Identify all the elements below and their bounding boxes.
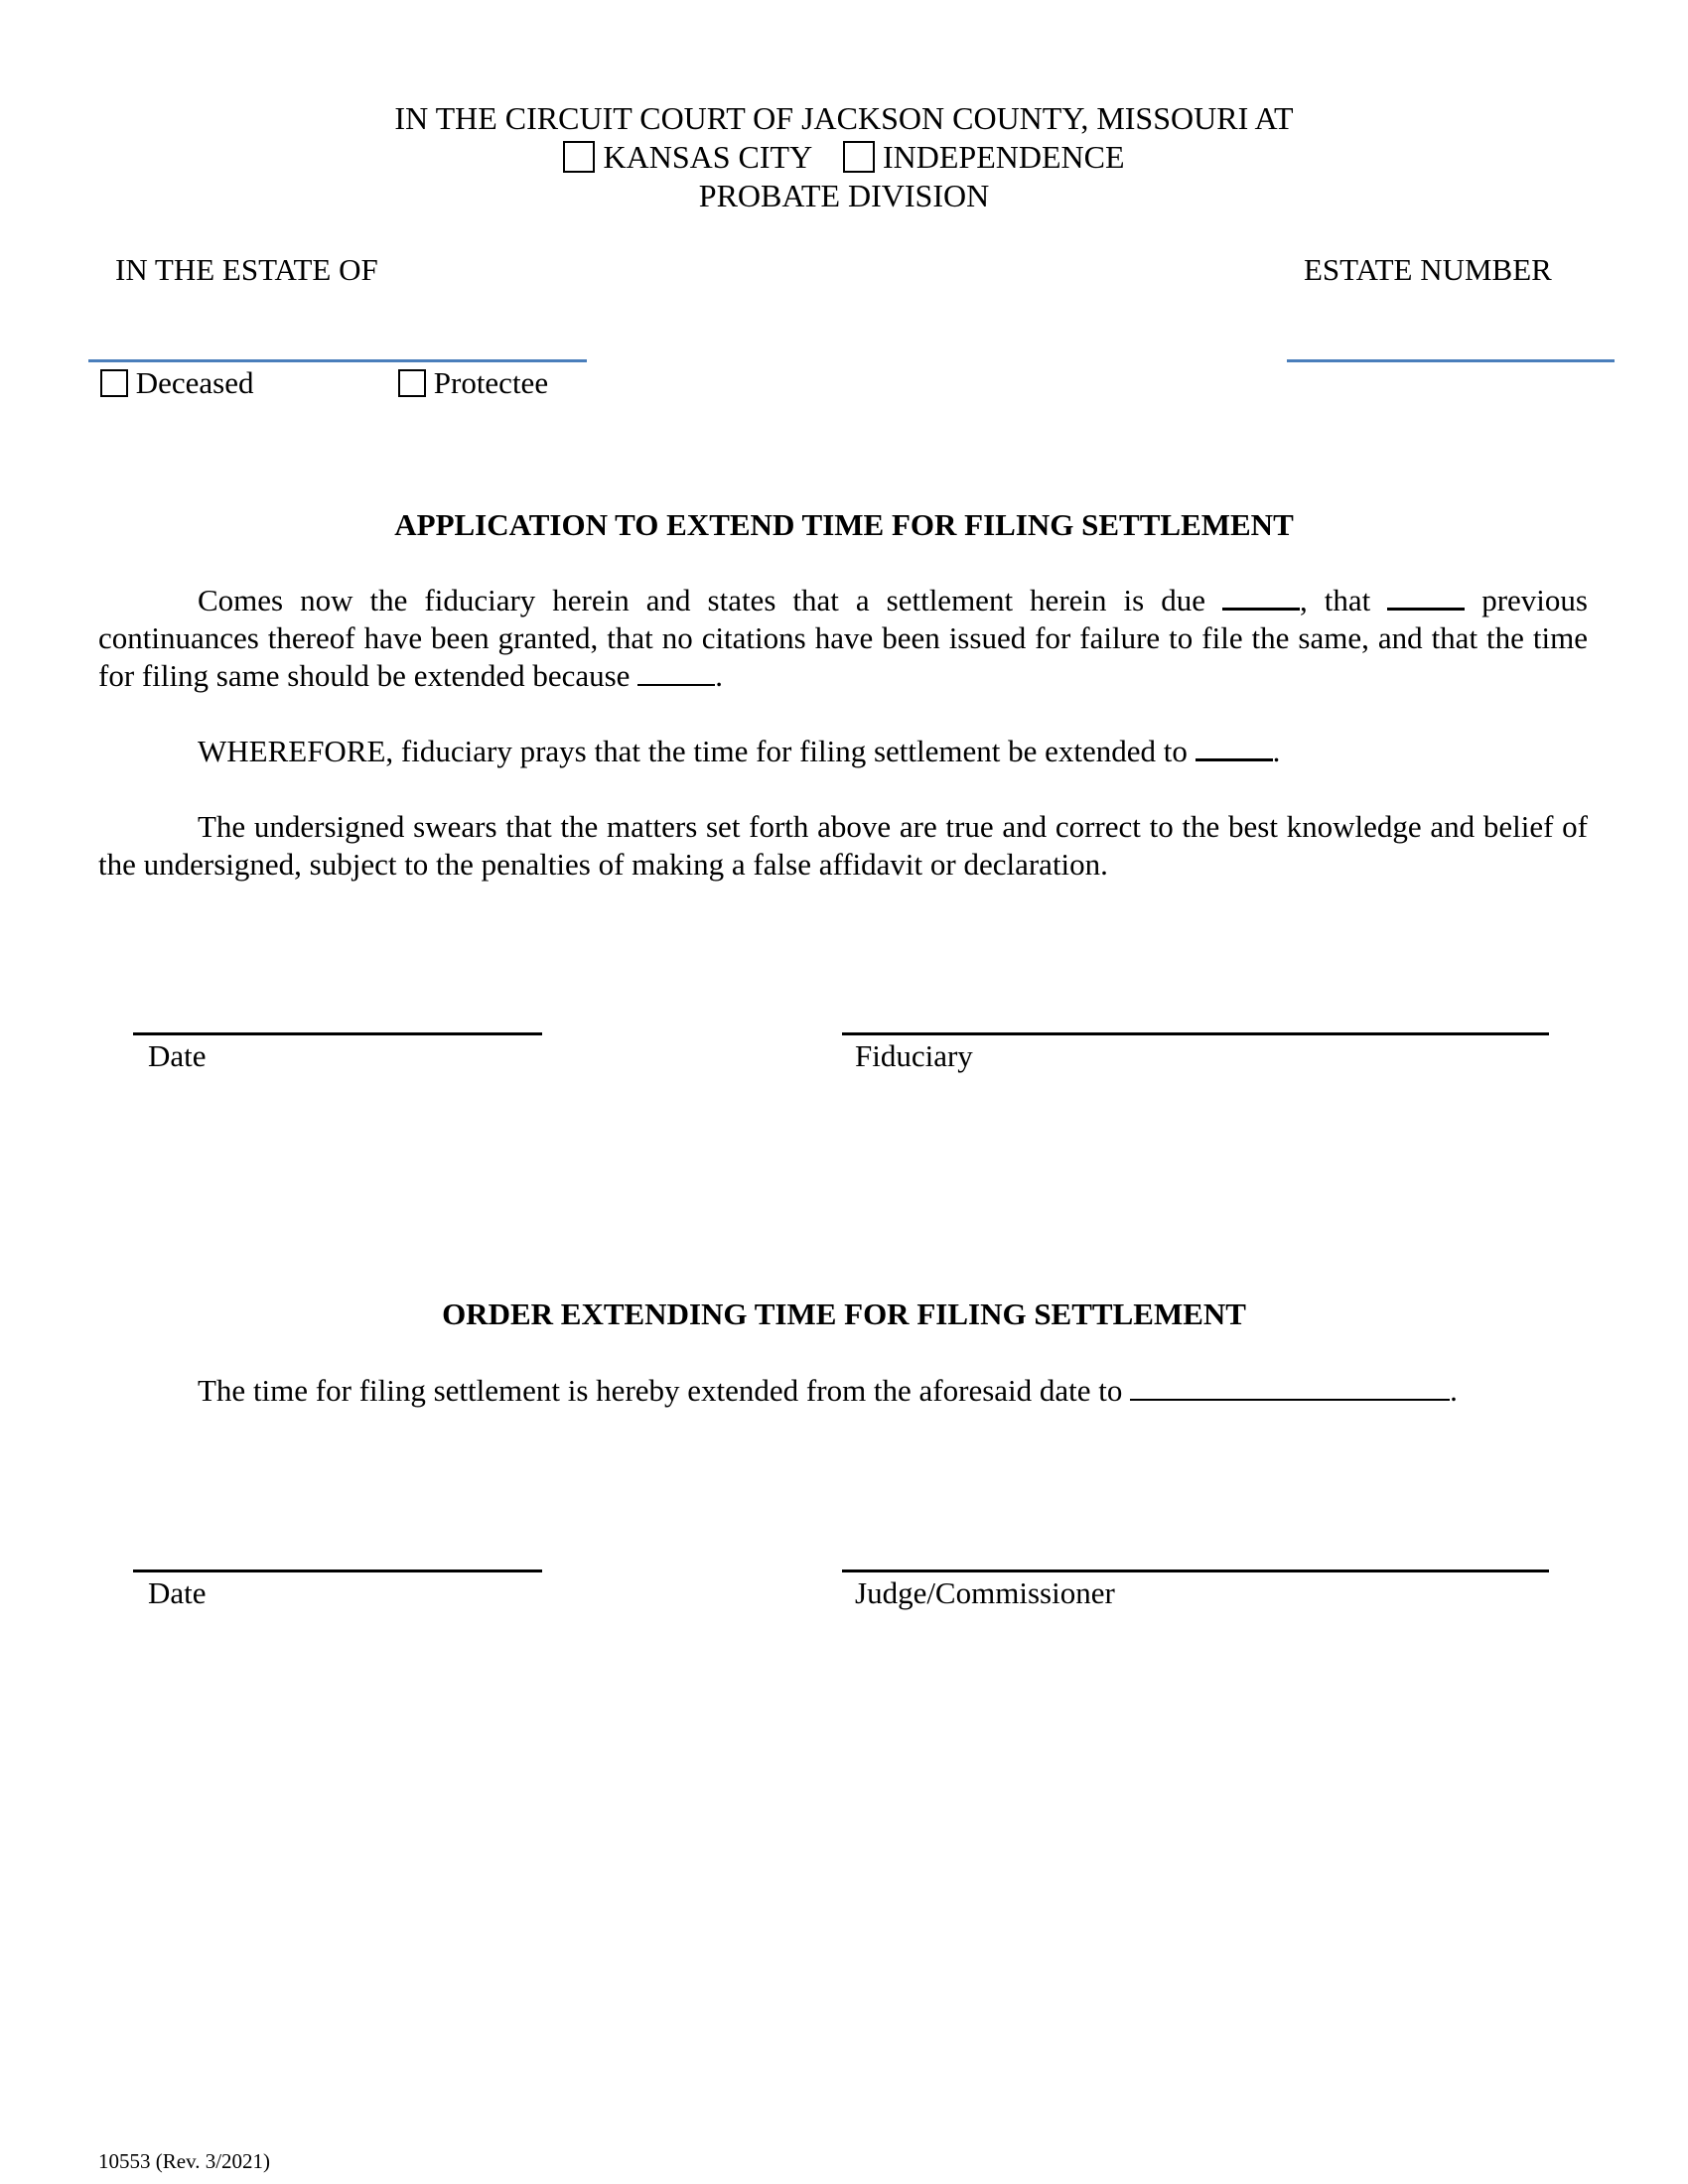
application-paragraph-3: The undersigned swears that the matters set forth above are true and correct to the best knowledge and belief of the undersigned, subject to the penalties of making a false affidavit or declaration. [98, 809, 1588, 882]
location-choice-row [0, 138, 1688, 176]
deceased-checkbox[interactable] [100, 369, 128, 397]
division-heading: PROBATE DIVISION [698, 178, 990, 213]
continuances-blank[interactable] [1387, 582, 1465, 611]
estate-number-label: ESTATE NUMBER [1304, 252, 1552, 287]
fiduciary-signature-line[interactable] [842, 1032, 1549, 1035]
protectee-label: Protectee [433, 365, 549, 400]
court-heading: IN THE CIRCUIT COURT OF JACKSON COUNTY, MISSOURI AT [394, 100, 1294, 136]
order-paragraph [198, 1372, 1588, 1410]
application-paragraph-2 [98, 733, 1588, 770]
deceased-label: Deceased [135, 365, 254, 400]
p1-text-c: previous continuances thereof have been granted, that no citations have been issued for failure to file the same, and that the time for filing same should be extended because [98, 583, 1588, 693]
kansas-city-label: KANSAS CITY [603, 139, 811, 175]
application-title: APPLICATION TO EXTEND TIME FOR FILING SETTLEMENT [394, 507, 1294, 542]
independence-label: INDEPENDENCE [882, 139, 1125, 175]
order-date-label: Date [148, 1575, 207, 1610]
order-text: The time for filing settlement is hereby extended from the aforesaid date to [198, 1373, 1131, 1408]
p2-text-end: . [1272, 734, 1281, 768]
order-date-line[interactable] [133, 1570, 542, 1572]
application-date-line[interactable] [133, 1032, 542, 1035]
application-date-label: Date [148, 1038, 207, 1073]
fiduciary-label: Fiduciary [855, 1038, 973, 1073]
independence-checkbox[interactable] [843, 141, 875, 173]
order-title: ORDER EXTENDING TIME FOR FILING SETTLEMENT [442, 1297, 1246, 1331]
application-paragraph-1 [98, 582, 1588, 695]
p1-text-a: Comes now the fiduciary herein and states that a settlement herein is due [198, 583, 1222, 617]
order-text-end: . [1450, 1373, 1458, 1408]
extension-reason-blank[interactable] [637, 658, 715, 686]
protectee-checkbox[interactable] [398, 369, 426, 397]
estate-number-field[interactable] [1287, 359, 1615, 362]
judge-commissioner-label: Judge/Commissioner [855, 1575, 1115, 1610]
kansas-city-checkbox[interactable] [563, 141, 595, 173]
order-extended-date-blank[interactable] [1130, 1373, 1450, 1401]
deceased-option [100, 364, 254, 402]
p1-text-end: . [715, 658, 723, 693]
estate-name-field[interactable] [88, 359, 587, 362]
form-number: 10553 (Rev. 3/2021) [98, 2149, 271, 2173]
p2-text: WHEREFORE, fiduciary prays that the time for filing settlement be extended to [198, 734, 1196, 768]
extend-to-blank[interactable] [1196, 733, 1273, 761]
estate-of-label: IN THE ESTATE OF [115, 252, 378, 287]
protectee-option [398, 364, 548, 402]
judge-signature-line[interactable] [842, 1570, 1549, 1572]
settlement-due-blank[interactable] [1222, 582, 1300, 611]
p1-text-b: , that [1299, 583, 1388, 617]
